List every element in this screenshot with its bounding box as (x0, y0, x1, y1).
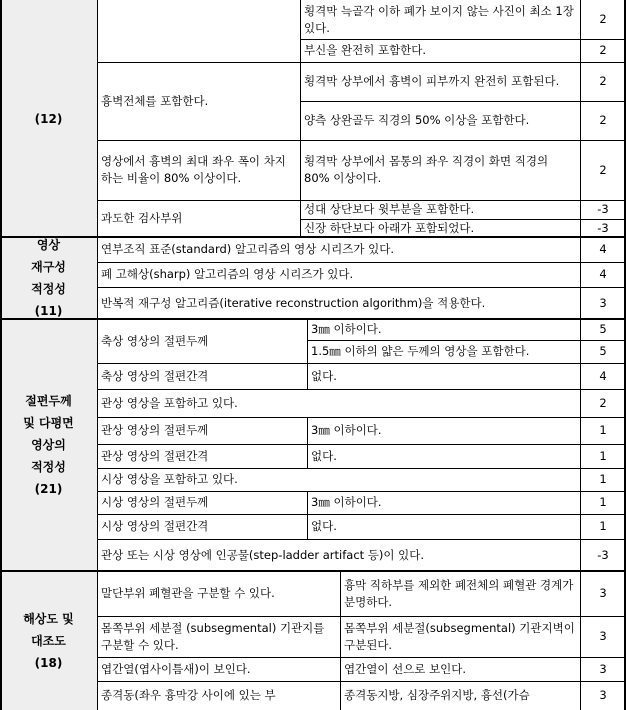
detail-cell: 횡격막 늑골각 이하 폐가 보이지 않는 사진이 최소 1장 있다. (304, 3, 574, 35)
table-border (300, 0, 301, 237)
score-cell: 2 (599, 395, 607, 410)
table-border (97, 389, 626, 390)
detail-cell: 몸쪽부위 세분절(subsegmental) 기관지벽이 구분된다. (344, 620, 575, 652)
criterion-cell: 축상 영상의 절편두께 (101, 333, 209, 348)
criterion-cell: 과도한 검사부위 (101, 211, 183, 225)
criterion-cell: 시상 영상을 포함하고 있다. (101, 472, 238, 486)
detail-cell: 신장 하단보다 아래가 포함되었다. (304, 220, 475, 235)
table-border (97, 491, 626, 492)
criterion-cell: 흉벽전체를 포함한다. (101, 93, 209, 108)
criterion-cell: 관상 영상의 절편두께 (101, 423, 209, 437)
table-border (97, 616, 626, 617)
score-cell: 3 (599, 629, 607, 643)
detail-cell: 흉막 직하부를 제외한 폐전체의 폐혈관 경계가 분명하다. (344, 577, 574, 609)
score-cell: 4 (599, 368, 607, 383)
detail-cell: 부신을 완전히 포함한다. (304, 43, 427, 57)
table-border (97, 0, 98, 710)
detail-cell: 1.5㎜ 이하의 얇은 두께의 영상을 포함한다. (311, 344, 530, 358)
score-cell: 2 (599, 113, 607, 127)
score-cell: 2 (599, 43, 607, 57)
table-border (97, 681, 626, 682)
criterion-cell: 관상 영상의 절편간격 (101, 448, 209, 463)
criterion-cell: 몸쪽부위 세분절 (subsegmental) 기관지를 구분할 수 있다. (101, 620, 325, 652)
score-cell: 3 (599, 586, 607, 600)
table-border (97, 539, 626, 540)
section-divider (0, 318, 626, 320)
detail-cell: 엽간열이 선으로 보인다. (344, 661, 467, 676)
criterion-cell: 엽간열(엽사이틈새)이 보인다. (101, 661, 251, 676)
detail-cell: 종격동지방, 심장주위지방, 흉선(가슴 (344, 688, 530, 702)
criterion-cell: 관상 또는 시상 영상에 인공물(step-ladder artifact 등)이 있다. (101, 547, 425, 562)
criterion-cell: 말단부위 폐혈관을 구분할 수 있다. (101, 586, 275, 600)
table-border (97, 140, 626, 141)
criterion-cell: 관상 영상을 포함하고 있다. (101, 395, 238, 410)
criterion-cell: 시상 영상의 절편두께 (101, 495, 209, 509)
table-border (97, 444, 626, 445)
table-border (97, 62, 626, 63)
score-cell: -3 (597, 547, 609, 562)
criterion-cell: 축상 영상의 절편간격 (101, 368, 209, 383)
table-border (97, 468, 626, 469)
table-border (97, 262, 626, 263)
detail-cell: 없다. (311, 368, 337, 383)
detail-cell: 3㎜ 이하이다. (311, 423, 382, 437)
section-label-21: 절편두께 및 다평면 영상의 적정성 (21) (0, 319, 97, 571)
section-divider (0, 570, 626, 572)
table-border (97, 200, 626, 201)
detail-cell: 성대 상단보다 윗부분을 포함한다. (304, 202, 475, 216)
criterion-cell (97, 0, 300, 62)
table-border (300, 39, 626, 40)
table-border (97, 417, 626, 418)
table-border (340, 571, 341, 710)
table-border (0, 0, 2, 710)
section-label-18: 해상도 및 대조도 (18) (0, 571, 97, 710)
criterion-cell: 종격동(좌우 흉막강 사이에 있는 부 (101, 688, 276, 702)
score-cell: 2 (599, 162, 607, 177)
score-cell: 1 (599, 423, 607, 437)
section-divider (0, 236, 626, 238)
detail-cell: 양측 상완골두 직경의 50% 이상을 포함한다. (304, 113, 530, 127)
section-label-11: 영상 재구성 적정성 (11) (0, 237, 97, 319)
criterion-cell: 폐 고해상(sharp) 알고리즘의 영상 시리즈가 있다. (101, 267, 354, 281)
table-border (97, 514, 626, 515)
score-cell: 1 (599, 472, 607, 486)
detail-cell: 없다. (311, 519, 337, 533)
table-border (307, 417, 308, 468)
score-cell: 3 (599, 295, 607, 310)
score-cell: 5 (599, 322, 607, 336)
table-border (307, 340, 626, 341)
table-border (300, 219, 626, 220)
score-cell: -3 (597, 220, 609, 235)
criterion-cell: 반복적 재구성 알고리즘(iterative reconstruction algorithm)을 적용한다. (101, 295, 486, 310)
detail-cell: 횡격막 상부에서 몸통의 좌우 직경이 화면 직경의 80% 이상이다. (304, 154, 549, 185)
detail-cell: 횡격막 상부에서 흉벽이 피부까지 완전히 포함된다. (304, 74, 560, 88)
score-cell: 1 (599, 448, 607, 463)
criterion-cell: 영상에서 흉벽의 최대 좌우 폭이 차지하는 비율이 80% 이상이다. (101, 154, 286, 185)
table-border (307, 491, 308, 539)
table-border (307, 319, 308, 389)
detail-cell: 없다. (311, 448, 337, 463)
table-border (97, 657, 626, 658)
score-cell: 3 (599, 688, 607, 702)
criterion-cell: 시상 영상의 절편간격 (101, 519, 209, 533)
score-cell: 2 (599, 74, 607, 88)
criterion-cell: 연부조직 표준(standard) 알고리즘의 영상 시리즈가 있다. (101, 242, 394, 256)
table-border (97, 363, 626, 364)
score-cell: 1 (599, 495, 607, 509)
detail-cell: 3㎜ 이하이다. (311, 495, 382, 509)
score-cell: 3 (599, 661, 607, 676)
table-border (97, 287, 626, 288)
score-cell: 5 (599, 344, 607, 358)
score-cell: 4 (599, 267, 607, 281)
score-cell: 2 (599, 12, 607, 26)
table-border (300, 101, 626, 102)
score-cell: -3 (597, 202, 609, 216)
score-cell: 4 (599, 242, 607, 256)
table-border (580, 0, 581, 710)
section-label-12: (12) (0, 0, 97, 237)
detail-cell: 3㎜ 이하이다. (311, 322, 382, 336)
score-cell: 1 (599, 519, 607, 533)
